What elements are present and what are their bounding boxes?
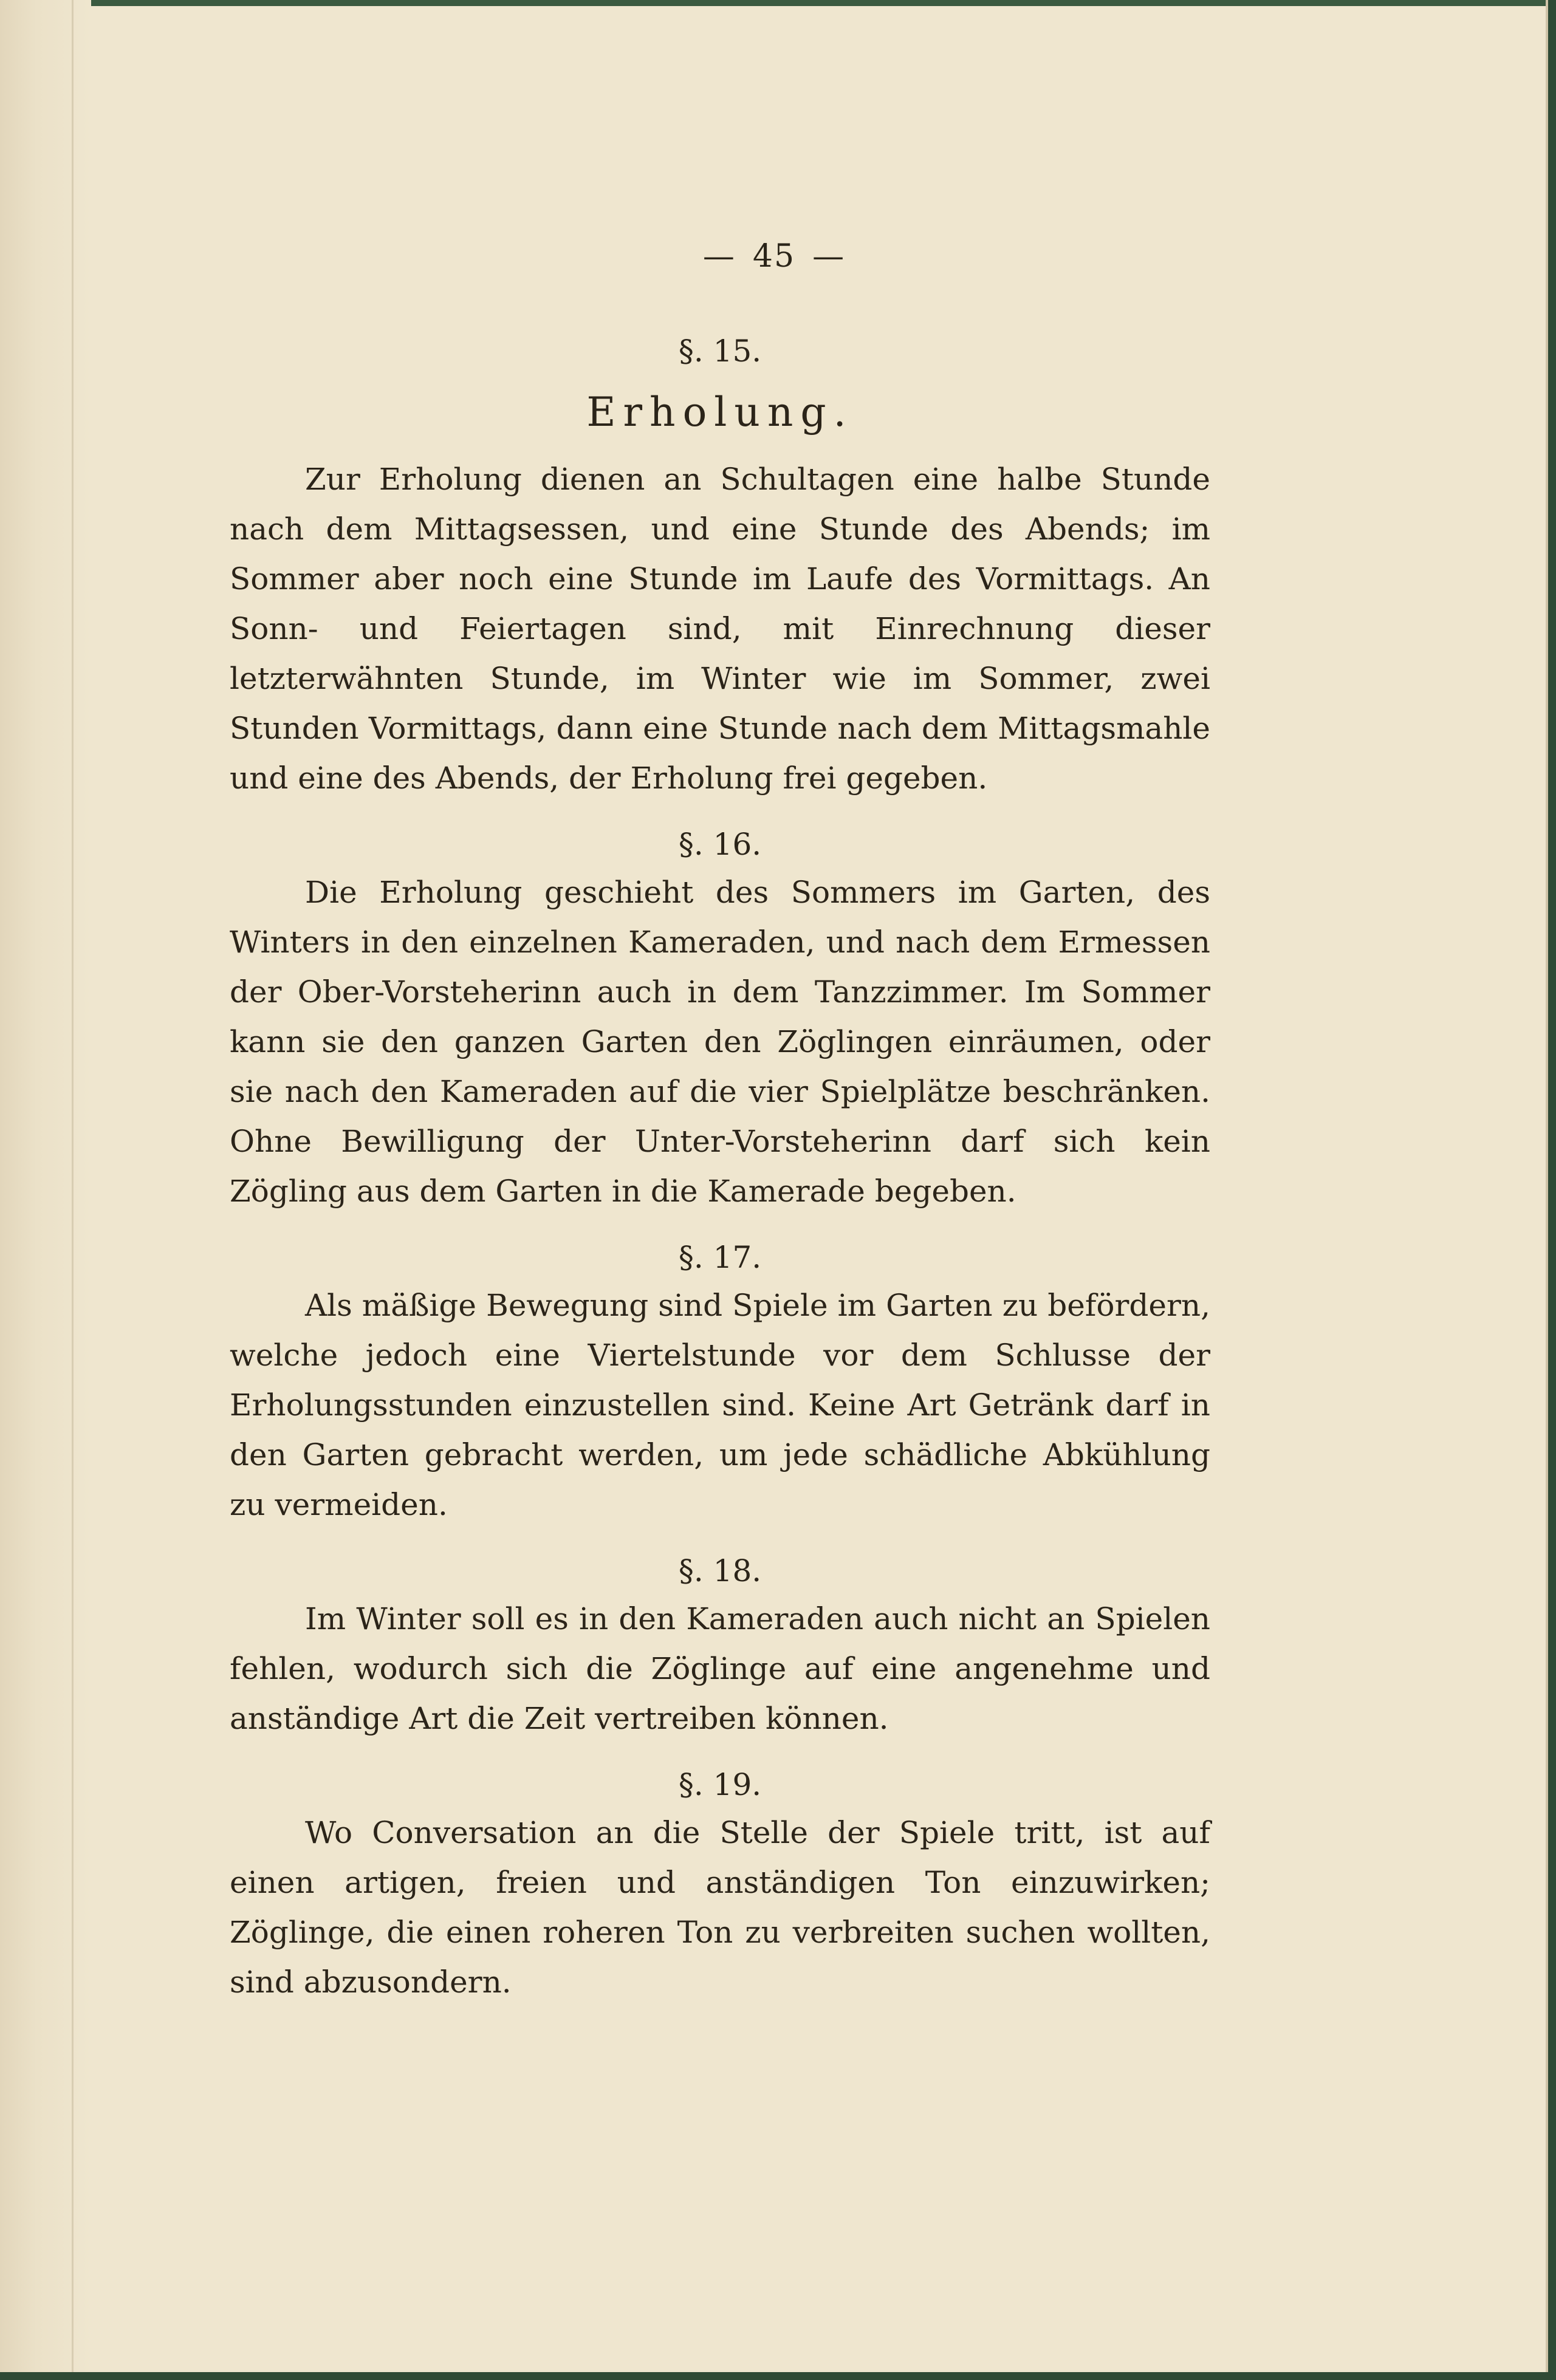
- section-number: §. 17.: [678, 1240, 762, 1275]
- section-title: Erholung.: [586, 389, 854, 436]
- gutter-line: [72, 0, 74, 2372]
- page-number-dash-left: —: [702, 238, 736, 275]
- page-number-header: [0, 238, 1548, 275]
- section-paragraph: Die Erholung geschieht des Sommers im Garten, des Winters in den einzelnen Kameraden, und nach dem Ermessen der Ober-Vorsteherinn auch in dem Tanzzimmer. Im Sommer kann sie den ganzen Garten den Zöglingen einräumen, oder sie nach den Kameraden auf die vier Spielplätze beschränken. Ohne Bewilligung der Unter-Vorsteherinn darf sich kein Zögling aus dem Garten in die Kamerade begeben.: [230, 875, 1210, 1209]
- section-number: §. 15.: [678, 333, 762, 369]
- section-19: [230, 1762, 1210, 2007]
- section-16: [230, 821, 1210, 1216]
- page-body: [230, 328, 1210, 2025]
- section-paragraph: Als mäßige Bewegung sind Spiele im Garten zu befördern, welche jedoch eine Viertelstunde vor dem Schlusse der Erholungsstunden einzustellen sind. Keine Art Getränk darf in den Garten gebracht werden, um jede schädliche Abkühlung zu vermeiden.: [230, 1288, 1210, 1522]
- page-number: 45: [752, 238, 796, 275]
- page-top-edge: [0, 0, 1548, 6]
- section-17: [230, 1234, 1210, 1530]
- section-18: [230, 1548, 1210, 1743]
- page-right-edge: [1546, 0, 1548, 2372]
- section-number: §. 19.: [678, 1767, 762, 1802]
- page-gutter: [0, 0, 91, 2372]
- section-paragraph: Im Winter soll es in den Kameraden auch nicht an Spielen fehlen, wodurch sich die Zöglinge auf eine angenehme und anständige Art die Zeit vertreiben können.: [230, 1601, 1210, 1736]
- page-number-dash-right: —: [812, 238, 846, 275]
- section-paragraph: Wo Conversation an die Stelle der Spiele tritt, ist auf einen artigen, freien und anständigen Ton einzuwirken; Zöglinge, die einen roheren Ton zu verbreiten suchen wollten, sind abzusondern.: [230, 1815, 1210, 2000]
- section-number: §. 18.: [678, 1553, 762, 1588]
- section-15: [230, 328, 1210, 803]
- section-paragraph: Zur Erholung dienen an Schultagen eine halbe Stunde nach dem Mittagsessen, und eine Stunde des Abends; im Sommer aber noch eine Stunde im Laufe des Vormittags. An Sonn- und Feiertagen sind, mit Einrechnung dieser letzterwähnten Stunde, im Winter wie im Sommer, zwei Stunden Vormittags, dann eine Stunde nach dem Mittagsmahle und eine des Abends, der Erholung frei gegeben.: [230, 462, 1210, 796]
- section-number: §. 16.: [678, 827, 762, 862]
